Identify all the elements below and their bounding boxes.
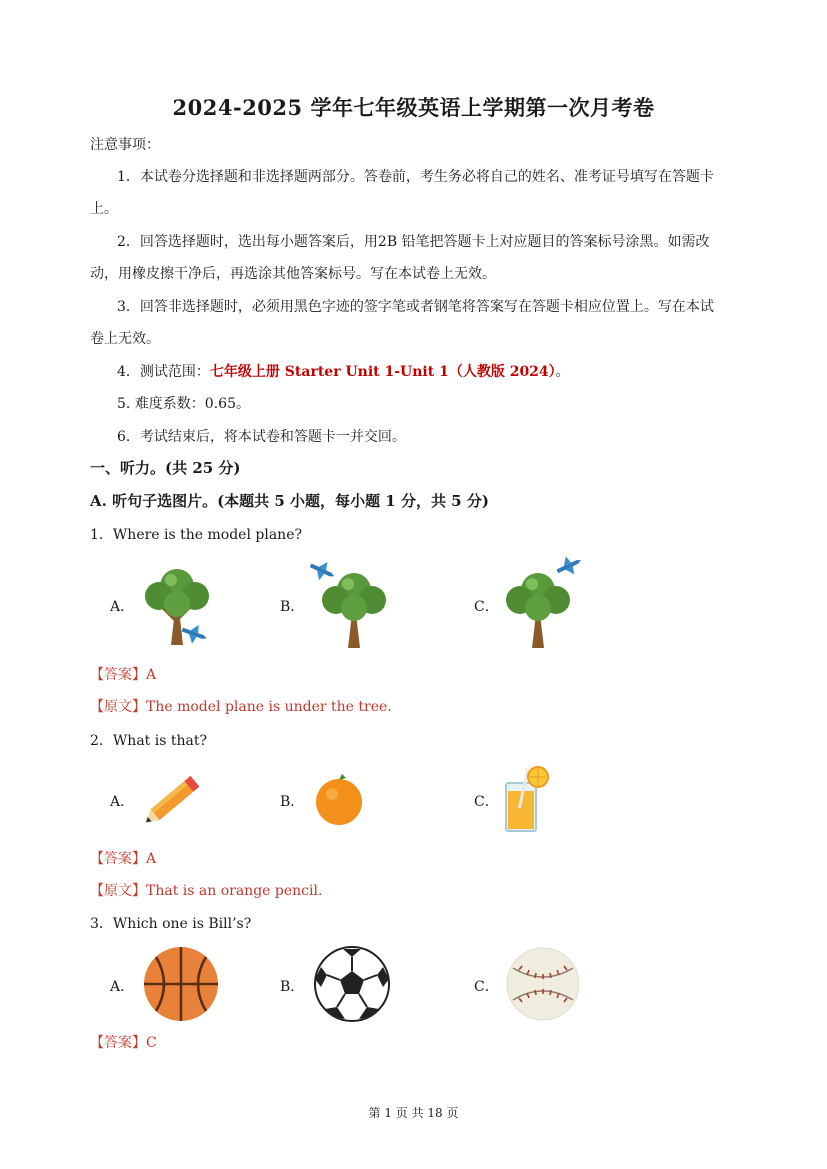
q3-answer xyxy=(90,1033,157,1053)
q1-option-c-label: C． xyxy=(474,599,499,615)
q2-answer xyxy=(90,849,156,869)
basketball-icon xyxy=(142,945,220,1023)
test-scope: 七年级上册 Starter Unit 1-Unit 1（人教版 2024） xyxy=(209,364,556,380)
answer-label: 【答案】 xyxy=(90,1035,146,1051)
transcript-label: 【原文】 xyxy=(90,699,146,715)
q3-option-b-label: B． xyxy=(280,979,305,995)
notice-item-2: 2．回答选择题时，选出每小题答案后，用2B 铅笔把答题卡上对应题目的答案标号涂黑。如需改 xyxy=(117,234,710,250)
transcript-text: The model plane is under the tree. xyxy=(146,699,392,715)
tree-with-plane-right-icon xyxy=(500,558,585,651)
q1-answer xyxy=(90,665,156,685)
pencil-icon xyxy=(140,770,210,830)
page-title: 2024-2025 学年七年级英语上学期第一次月考卷 xyxy=(172,95,655,120)
notice-item-4 xyxy=(117,362,570,382)
question-1-stem: 1．Where is the model plane? xyxy=(90,527,302,543)
answer-value: C xyxy=(146,1035,157,1051)
tree-with-plane-below-icon xyxy=(135,560,220,650)
notice-item-4-prefix: 4．测试范围： xyxy=(117,364,210,380)
page-footer: 第 1 页 共 18 页 xyxy=(368,1106,459,1120)
notice-item-1-cont: 上。 xyxy=(90,201,118,217)
q2-transcript xyxy=(90,881,322,901)
notice-item-5: 5. 难度系数：0.65。 xyxy=(117,396,250,412)
transcript-label: 【原文】 xyxy=(90,883,146,899)
notice-item-1: 1．本试卷分选择题和非选择题两部分。答卷前，考生务必将自己的姓名、准考证号填写在答题卡 xyxy=(117,169,714,185)
answer-label: 【答案】 xyxy=(90,851,146,867)
answer-label: 【答案】 xyxy=(90,667,146,683)
orange-icon xyxy=(312,772,367,827)
question-3-stem: 3．Which one is Bill’s? xyxy=(90,916,252,932)
question-2-stem: 2．What is that? xyxy=(90,733,207,749)
section-heading: 一、听力。(共 25 分) xyxy=(90,459,241,477)
q2-option-b-label: B． xyxy=(280,794,305,810)
q3-option-c-label: C． xyxy=(474,979,499,995)
notice-item-3: 3．回答非选择题时，必须用黑色字迹的签字笔或者钢笔将答案写在答题卡相应位置上。写在本试 xyxy=(117,299,714,315)
answer-value: A xyxy=(146,851,157,867)
notice-item-2-cont: 动，用橡皮擦干净后，再选涂其他答案标号。写在本试卷上无效。 xyxy=(90,266,496,282)
q1-transcript xyxy=(90,697,392,717)
q3-option-a-label: A． xyxy=(110,979,135,995)
answer-value: A xyxy=(146,667,157,683)
notice-item-6: 6．考试结束后，将本试卷和答题卡一并交回。 xyxy=(117,429,406,445)
q2-option-a-label: A． xyxy=(110,794,135,810)
juice-glass-icon xyxy=(500,765,550,835)
transcript-text: That is an orange pencil. xyxy=(146,883,323,899)
q1-option-a-label: A． xyxy=(110,599,135,615)
notice-item-3-cont: 卷上无效。 xyxy=(90,331,160,347)
soccer-ball-icon xyxy=(313,945,391,1023)
part-a-heading: A. 听句子选图片。(本题共 5 小题，每小题 1 分，共 5 分) xyxy=(90,492,489,510)
tree-with-plane-above-icon xyxy=(310,556,395,651)
notice-heading: 注意事项： xyxy=(90,137,160,153)
q2-option-c-label: C． xyxy=(474,794,499,810)
q1-option-b-label: B． xyxy=(280,599,305,615)
baseball-icon xyxy=(505,946,581,1022)
notice-item-4-suffix: 。 xyxy=(555,364,570,380)
